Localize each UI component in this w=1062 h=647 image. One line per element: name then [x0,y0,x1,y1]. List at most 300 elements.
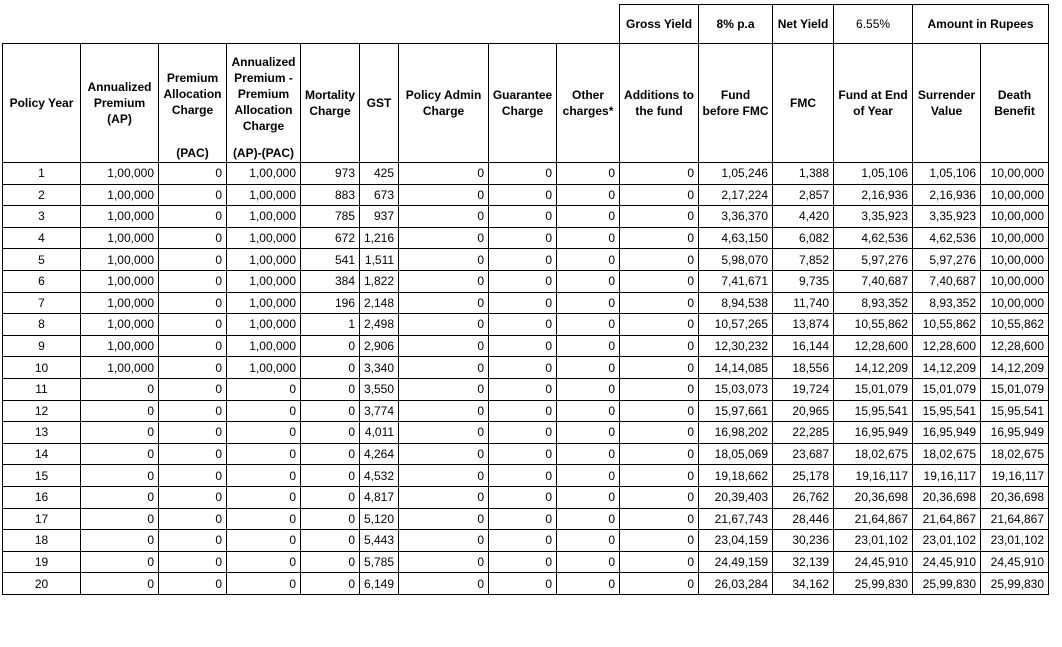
table-cell: 0 [301,551,360,573]
table-cell: 1,00,000 [81,227,159,249]
column-header-row [3,44,1049,144]
table-cell: 0 [399,357,489,379]
table-cell: 1,00,000 [227,357,301,379]
table-cell: 2,16,936 [913,184,981,206]
table-cell: 0 [81,422,159,444]
header-mortality-charge: Mortality Charge [301,44,360,163]
header-death-benefit: Death Benefit [981,44,1049,163]
table-cell: 1,216 [360,227,399,249]
table-cell: 0 [301,357,360,379]
table-cell: 1,00,000 [227,292,301,314]
yield-row [3,5,1049,44]
table-cell: 0 [227,573,301,595]
table-cell: 0 [159,249,227,271]
table-cell: 0 [557,292,620,314]
table-cell: 0 [399,206,489,228]
header-ap-minus-pac: Annualized Premium -Premium Allocation Charge [227,44,301,144]
table-cell: 20,39,403 [699,486,773,508]
header-guarantee-charge: Guarantee Charge [489,44,557,163]
table-cell: 0 [620,400,699,422]
table-cell: 15,01,079 [834,378,913,400]
table-cell: 541 [301,249,360,271]
table-cell: 0 [159,400,227,422]
table-cell: 8 [3,314,81,336]
table-cell: 10,00,000 [981,227,1049,249]
table-row [3,163,1049,185]
table-cell: 19,16,117 [913,465,981,487]
table-cell: 0 [159,551,227,573]
table-cell: 19,16,117 [834,465,913,487]
table-cell: 0 [227,551,301,573]
table-cell: 10,55,862 [834,314,913,336]
table-cell: 0 [399,443,489,465]
table-cell: 0 [81,530,159,552]
table-cell: 5,785 [360,551,399,573]
table-cell: 0 [399,530,489,552]
table-cell: 0 [227,400,301,422]
table-cell: 0 [489,227,557,249]
table-cell: 4,817 [360,486,399,508]
table-cell: 5 [3,249,81,271]
table-cell: 23,01,102 [913,530,981,552]
table-cell: 0 [557,357,620,379]
table-cell: 10,57,265 [699,314,773,336]
table-cell: 0 [620,508,699,530]
table-cell: 0 [399,508,489,530]
table-cell: 0 [301,422,360,444]
table-row [3,465,1049,487]
table-cell: 0 [489,400,557,422]
table-cell: 0 [81,508,159,530]
table-cell: 1,822 [360,270,399,292]
table-cell: 18,02,675 [834,443,913,465]
table-cell: 12,30,232 [699,335,773,357]
table-cell: 0 [620,530,699,552]
table-cell: 12,28,600 [913,335,981,357]
table-cell: 384 [301,270,360,292]
table-cell: 0 [620,551,699,573]
header-surrender-value: Surrender Value [913,44,981,163]
table-cell: 1,00,000 [227,270,301,292]
table-row [3,378,1049,400]
header-fmc: FMC [773,44,834,163]
table-cell: 5,97,276 [913,249,981,271]
table-cell: 1 [301,314,360,336]
table-cell: 0 [620,357,699,379]
subheader-ap-pac: (AP)-(PAC) [227,143,301,163]
table-cell: 30,236 [773,530,834,552]
table-cell: 0 [81,486,159,508]
table-row [3,443,1049,465]
table-cell: 0 [557,249,620,271]
table-cell: 7,40,687 [834,270,913,292]
table-cell: 0 [620,270,699,292]
table-row [3,335,1049,357]
table-cell: 16,95,949 [981,422,1049,444]
table-cell: 16,95,949 [913,422,981,444]
table-cell: 6 [3,270,81,292]
table-cell: 0 [159,443,227,465]
table-cell: 4,62,536 [834,227,913,249]
table-cell: 4,62,536 [913,227,981,249]
table-cell: 0 [620,443,699,465]
table-cell: 0 [81,378,159,400]
table-cell: 10,00,000 [981,270,1049,292]
table-cell: 10 [3,357,81,379]
table-cell: 0 [489,422,557,444]
table-cell: 14,12,209 [834,357,913,379]
table-cell: 15,95,541 [981,400,1049,422]
table-cell: 0 [81,443,159,465]
table-cell: 0 [489,163,557,185]
table-cell: 0 [620,163,699,185]
table-cell: 0 [557,206,620,228]
gross-yield-value: 8% p.a [699,5,773,44]
table-cell: 21,64,867 [834,508,913,530]
table-cell: 18 [3,530,81,552]
table-cell: 15,01,079 [913,378,981,400]
table-cell: 0 [399,378,489,400]
amount-note: Amount in Rupees [913,5,1049,44]
table-cell: 5,443 [360,530,399,552]
table-cell: 3,35,923 [834,206,913,228]
table-cell: 4,011 [360,422,399,444]
table-cell: 4,532 [360,465,399,487]
table-cell: 0 [620,422,699,444]
table-cell: 0 [159,422,227,444]
header-gst: GST [360,44,399,163]
table-cell: 3,340 [360,357,399,379]
table-cell: 0 [399,335,489,357]
table-row [3,400,1049,422]
table-cell: 0 [159,292,227,314]
header-annualized-premium: Annualized Premium (AP) [81,44,159,163]
table-cell: 0 [399,486,489,508]
table-cell: 10,55,862 [913,314,981,336]
table-cell: 1,00,000 [81,357,159,379]
table-cell: 0 [489,249,557,271]
table-cell: 18,05,069 [699,443,773,465]
table-cell: 0 [557,486,620,508]
table-cell: 0 [489,184,557,206]
table-cell: 1,00,000 [227,206,301,228]
table-cell: 1,05,106 [834,163,913,185]
subheader-pac: (PAC) [159,143,227,163]
table-cell: 7 [3,292,81,314]
table-cell: 34,162 [773,573,834,595]
table-cell: 15,97,661 [699,400,773,422]
table-cell: 0 [301,530,360,552]
table-row [3,270,1049,292]
table-cell: 1,00,000 [227,163,301,185]
table-cell: 10,00,000 [981,184,1049,206]
table-cell: 0 [159,378,227,400]
table-cell: 8,93,352 [913,292,981,314]
table-cell: 21,67,743 [699,508,773,530]
table-cell: 12 [3,400,81,422]
table-cell: 0 [557,163,620,185]
table-cell: 25,99,830 [913,573,981,595]
table-cell: 0 [399,465,489,487]
table-row [3,508,1049,530]
table-cell: 0 [557,530,620,552]
table-cell: 0 [81,400,159,422]
table-cell: 4,420 [773,206,834,228]
table-cell: 0 [159,163,227,185]
table-cell: 0 [489,443,557,465]
table-cell: 11,740 [773,292,834,314]
table-cell: 32,139 [773,551,834,573]
table-cell: 0 [489,206,557,228]
table-cell: 425 [360,163,399,185]
table-cell: 2,148 [360,292,399,314]
table-cell: 19,18,662 [699,465,773,487]
benefit-illustration-table [2,4,1049,595]
table-cell: 13 [3,422,81,444]
table-cell: 1,00,000 [81,292,159,314]
table-cell: 0 [301,465,360,487]
table-cell: 12,28,600 [981,335,1049,357]
header-additions-to-fund: Additions to the fund [620,44,699,163]
table-cell: 672 [301,227,360,249]
table-cell: 7,852 [773,249,834,271]
table-cell: 1,00,000 [227,314,301,336]
table-row [3,314,1049,336]
header-policy-year: Policy Year [3,44,81,163]
table-cell: 20,36,698 [981,486,1049,508]
table-cell: 0 [159,206,227,228]
net-yield-value: 6.55% [834,5,913,44]
table-cell: 0 [399,249,489,271]
table-cell: 0 [489,530,557,552]
table-cell: 20,965 [773,400,834,422]
table-row [3,249,1049,271]
table-cell: 10,00,000 [981,249,1049,271]
table-row [3,357,1049,379]
table-cell: 0 [159,314,227,336]
table-cell: 14,14,085 [699,357,773,379]
table-cell: 1,05,246 [699,163,773,185]
table-cell: 3,35,923 [913,206,981,228]
table-cell: 15,95,541 [913,400,981,422]
table-cell: 3 [3,206,81,228]
table-cell: 20,36,698 [834,486,913,508]
table-cell: 0 [557,573,620,595]
table-cell: 0 [620,486,699,508]
table-cell: 21,64,867 [981,508,1049,530]
table-cell: 0 [399,292,489,314]
table-cell: 3,774 [360,400,399,422]
table-cell: 0 [227,443,301,465]
table-cell: 0 [489,378,557,400]
table-cell: 0 [227,465,301,487]
gross-yield-label: Gross Yield [620,5,699,44]
table-cell: 19,16,117 [981,465,1049,487]
table-cell: 5,97,276 [834,249,913,271]
table-row [3,573,1049,595]
table-cell: 0 [399,227,489,249]
table-cell: 0 [620,227,699,249]
table-row [3,530,1049,552]
table-cell: 24,45,910 [981,551,1049,573]
table-cell: 22,285 [773,422,834,444]
table-cell: 673 [360,184,399,206]
table-cell: 1,00,000 [81,184,159,206]
table-row [3,486,1049,508]
table-cell: 1,05,106 [913,163,981,185]
table-cell: 15,95,541 [834,400,913,422]
table-cell: 2 [3,184,81,206]
table-cell: 15,01,079 [981,378,1049,400]
table-cell: 0 [227,422,301,444]
table-cell: 0 [489,551,557,573]
table-cell: 0 [489,486,557,508]
table-cell: 2,857 [773,184,834,206]
table-cell: 0 [489,508,557,530]
table-cell: 6,082 [773,227,834,249]
table-cell: 0 [489,357,557,379]
table-cell: 0 [557,508,620,530]
table-cell: 20 [3,573,81,595]
table-cell: 0 [557,551,620,573]
table-cell: 18,02,675 [913,443,981,465]
header-policy-admin-charge: Policy Admin Charge [399,44,489,163]
header-other-charges: Other charges* [557,44,620,163]
table-cell: 0 [557,443,620,465]
table-cell: 23,04,159 [699,530,773,552]
table-cell: 0 [620,378,699,400]
table-cell: 1,00,000 [81,206,159,228]
table-cell: 0 [557,184,620,206]
table-cell: 14 [3,443,81,465]
table-cell: 0 [159,184,227,206]
table-cell: 4,264 [360,443,399,465]
table-cell: 1,00,000 [227,335,301,357]
table-cell: 0 [620,314,699,336]
table-body [3,163,1049,595]
table-cell: 10,55,862 [981,314,1049,336]
table-cell: 14,12,209 [981,357,1049,379]
table-cell: 3,550 [360,378,399,400]
table-cell: 24,49,159 [699,551,773,573]
table-cell: 26,762 [773,486,834,508]
table-cell: 16,98,202 [699,422,773,444]
table-cell: 1,00,000 [81,335,159,357]
table-cell: 1,388 [773,163,834,185]
table-cell: 1,00,000 [81,163,159,185]
table-cell: 0 [620,249,699,271]
table-cell: 16 [3,486,81,508]
net-yield-label: Net Yield [773,5,834,44]
table-cell: 19,724 [773,378,834,400]
table-cell: 16,95,949 [834,422,913,444]
table-cell: 25,99,830 [981,573,1049,595]
table-cell: 0 [620,184,699,206]
table-cell: 6,149 [360,573,399,595]
table-cell: 14,12,209 [913,357,981,379]
table-cell: 0 [557,378,620,400]
table-row [3,292,1049,314]
table-cell: 1,00,000 [81,270,159,292]
table-cell: 10,00,000 [981,206,1049,228]
table-cell: 0 [81,551,159,573]
table-cell: 0 [399,163,489,185]
table-cell: 26,03,284 [699,573,773,595]
table-cell: 1,00,000 [81,314,159,336]
table-cell: 24,45,910 [834,551,913,573]
table-cell: 0 [301,486,360,508]
table-cell: 17 [3,508,81,530]
table-cell: 9 [3,335,81,357]
table-cell: 2,16,936 [834,184,913,206]
table-cell: 16,144 [773,335,834,357]
table-cell: 23,687 [773,443,834,465]
table-cell: 0 [301,508,360,530]
table-cell: 0 [81,465,159,487]
table-cell: 1,00,000 [227,184,301,206]
table-cell: 0 [159,270,227,292]
table-cell: 0 [227,508,301,530]
table-cell: 15,03,073 [699,378,773,400]
table-cell: 0 [620,206,699,228]
table-cell: 4,63,150 [699,227,773,249]
table-cell: 0 [227,530,301,552]
table-cell: 23,01,102 [981,530,1049,552]
table-cell: 0 [159,530,227,552]
table-cell: 0 [301,378,360,400]
table-cell: 25,99,830 [834,573,913,595]
table-cell: 1 [3,163,81,185]
table-cell: 4 [3,227,81,249]
table-cell: 0 [399,422,489,444]
table-cell: 0 [159,335,227,357]
table-cell: 24,45,910 [913,551,981,573]
table-cell: 20,36,698 [913,486,981,508]
table-row [3,184,1049,206]
table-cell: 0 [301,400,360,422]
table-cell: 13,874 [773,314,834,336]
table-cell: 1,00,000 [227,249,301,271]
table-cell: 0 [557,335,620,357]
table-cell: 2,17,224 [699,184,773,206]
table-row [3,206,1049,228]
table-cell: 10,00,000 [981,163,1049,185]
table-cell: 0 [301,443,360,465]
table-cell: 0 [489,465,557,487]
table-row [3,422,1049,444]
table-cell: 785 [301,206,360,228]
table-cell: 196 [301,292,360,314]
table-cell: 0 [620,292,699,314]
table-cell: 0 [489,270,557,292]
table-cell: 7,41,671 [699,270,773,292]
table-cell: 0 [399,551,489,573]
header-premium-allocation-charge: Premium Allocation Charge [159,44,227,144]
table-cell: 937 [360,206,399,228]
table-cell: 0 [227,378,301,400]
table-cell: 0 [227,486,301,508]
table-cell: 0 [399,184,489,206]
table-cell: 0 [159,227,227,249]
table-cell: 12,28,600 [834,335,913,357]
table-cell: 25,178 [773,465,834,487]
table-cell: 9,735 [773,270,834,292]
table-row [3,551,1049,573]
table-cell: 0 [159,357,227,379]
header-fund-before-fmc: Fund before FMC [699,44,773,163]
table-cell: 21,64,867 [913,508,981,530]
table-cell: 0 [159,465,227,487]
